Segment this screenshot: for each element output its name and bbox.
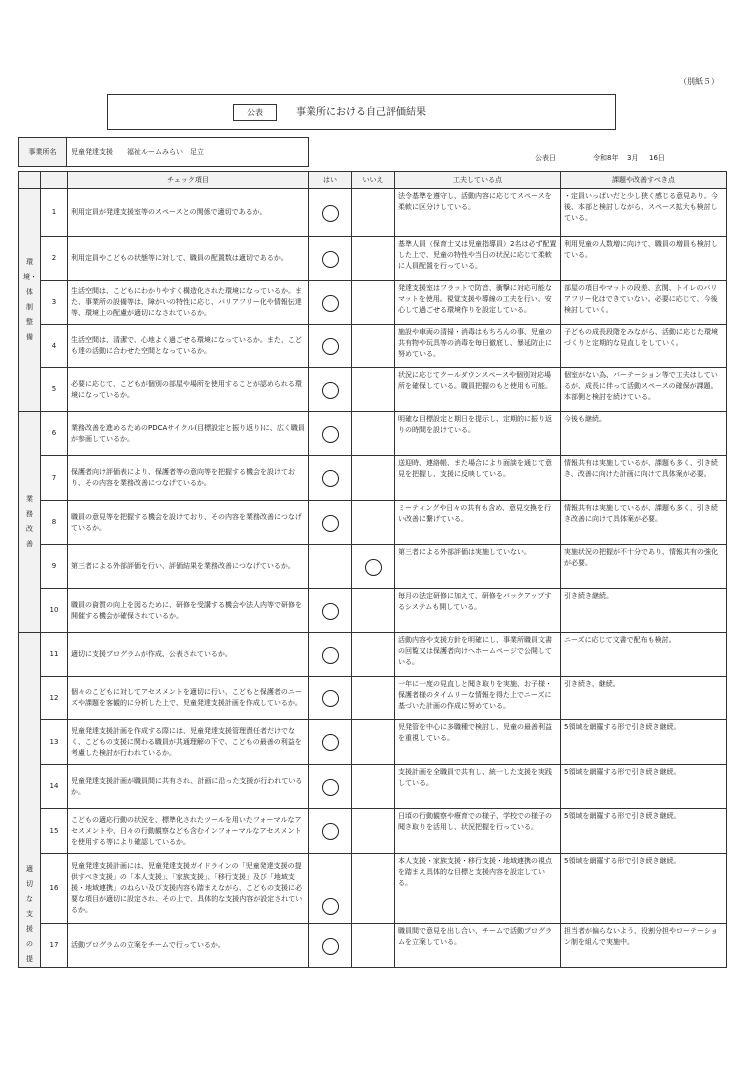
no-cell — [352, 412, 395, 456]
answer-circle-icon — [322, 823, 339, 840]
answer-circle-icon — [322, 515, 339, 532]
check-item-text: こどもの適応行動の状況を、標準化されたツールを用いたフォーマルなアセスメントや、日々の行動観察なども含むインフォーマルなアセスメントを使用する等により確認しているか。 — [68, 809, 309, 854]
issue-text: 担当者が偏らないよう、役割分担やローテーション制を組んで実施中。 — [561, 924, 727, 968]
table-row — [19, 325, 727, 368]
check-item-text: 児童発達支援計画を作成する際には、児童発達支援管理責任者だけでなく、こどもの支援に関わる職員が共通理解の下で、こどもの最善の利益を考慮した検討が行われているか。 — [68, 720, 309, 765]
yes-cell — [309, 589, 352, 633]
answer-circle-icon — [322, 470, 339, 487]
check-item-text: 必要に応じて、こどもが個別の部屋や場所を使用することが認められる環境になっているか。 — [68, 368, 309, 412]
table-row — [19, 809, 727, 854]
answer-circle-icon — [322, 295, 339, 312]
row-number: 16 — [41, 854, 68, 924]
header-issues: 課題や改善すべき点 — [561, 172, 727, 189]
yes-cell — [309, 189, 352, 237]
issue-text: 5領域を網羅する形で引き続き継続。 — [561, 720, 727, 765]
no-cell — [352, 589, 395, 633]
effort-text: 送迎時、連絡帳、また場合により面談を通じて意見を把握し、支援に反映している。 — [395, 456, 561, 501]
no-cell — [352, 501, 395, 545]
yes-cell — [309, 325, 352, 368]
check-item-text: 職員の資質の向上を図るために、研修を受講する機会や法人内等で研修を開催する機会が確保されているか。 — [68, 589, 309, 633]
check-item-text: 児童発達支援計画が職員間に共有され、計画に沿った支援が行われているか。 — [68, 765, 309, 809]
yes-cell — [309, 854, 352, 924]
yes-cell — [309, 281, 352, 325]
row-number: 2 — [41, 237, 68, 281]
table-row — [19, 854, 727, 924]
issue-text: 子どもの成長段階をみながら、活動に応じた環境づくりと定期的な見直しをしていく。 — [561, 325, 727, 368]
issue-text: 情報共有は実施しているが、課題も多く、引き続き改善に向けて具体案が必要。 — [561, 501, 727, 545]
effort-text: 活動内容や支援方針を明確にし、事業所職員文書の回覧又は保護者向けへホームページで公開している。 — [395, 633, 561, 677]
table-row — [19, 281, 727, 325]
row-number: 9 — [41, 545, 68, 589]
issue-text: 引き続き、継続。 — [561, 677, 727, 720]
no-cell — [352, 325, 395, 368]
issue-text: 部屋の項目やマットの段差、玄関、トイレのバリアフリー化はできていない。必要に応じて、今後検討していく。 — [561, 281, 727, 325]
answer-circle-icon — [322, 382, 339, 399]
table-row — [19, 633, 727, 677]
answer-circle-icon — [322, 205, 339, 222]
effort-text: 毎月の法定研修に加えて、研修をバックアップするシステムも開している。 — [395, 589, 561, 633]
issue-text: ・定員いっぱいだと少し狭く感じる意見あり。今後、本部と検討しながら、スペース拡大も検討している。 — [561, 189, 727, 237]
no-cell — [352, 189, 395, 237]
table-row — [19, 189, 727, 237]
publication-date — [535, 153, 665, 163]
yes-cell — [309, 237, 352, 281]
office-label: 事業所名 — [19, 138, 67, 167]
row-number: 5 — [41, 368, 68, 412]
yes-cell — [309, 633, 352, 677]
row-number: 11 — [41, 633, 68, 677]
check-item-text: 活動プログラムの立案をチームで行っているか。 — [68, 924, 309, 968]
table-row — [19, 677, 727, 720]
no-cell — [352, 545, 395, 589]
yes-cell — [309, 545, 352, 589]
issue-text: 5領域を網羅する形で引き続き継続。 — [561, 809, 727, 854]
issue-text: ニーズに応じて文書で配布も検討。 — [561, 633, 727, 677]
issue-text: 実施状況の把握が不十分であり、情報共有の強化が必要。 — [561, 545, 727, 589]
category-cell: 業務改善 — [19, 412, 41, 633]
check-item-text: 生活空間は、こどもにわかりやすく構造化された環境になっているか。また、事業所の設備等は、障がいの特性に応じ、バリアフリー化や情報伝達等、環境上の配慮が適切になされているか。 — [68, 281, 309, 325]
category-cell: 適切な支援の提 — [19, 633, 41, 968]
answer-circle-icon — [322, 647, 339, 664]
row-number: 15 — [41, 809, 68, 854]
effort-text: ミーティングや日々の共有も含め、意見交換を行い改善に繋げている。 — [395, 501, 561, 545]
answer-circle-icon — [322, 690, 339, 707]
answer-circle-icon — [322, 251, 339, 268]
table-row — [19, 412, 727, 456]
row-number: 12 — [41, 677, 68, 720]
header-category — [19, 172, 41, 189]
answer-circle-icon — [322, 338, 339, 355]
no-cell — [352, 765, 395, 809]
row-number: 10 — [41, 589, 68, 633]
effort-text: 明確な目標設定と期日を提示し、定期的に振り返りの時間を設けている。 — [395, 412, 561, 456]
yes-cell — [309, 501, 352, 545]
annex-label: （別紙５） — [679, 77, 719, 86]
row-number: 14 — [41, 765, 68, 809]
answer-circle-icon — [322, 426, 339, 443]
check-item-text: 個々のこどもに対してアセスメントを適切に行い、こどもと保護者のニーズや課題を客観的に分析した上で、児童発達支援計画を作成しているか。 — [68, 677, 309, 720]
header-check-item: チェック項目 — [68, 172, 309, 189]
date-label: 公表日 — [535, 154, 556, 162]
issue-text: 5領域を網羅する形で引き続き継続。 — [561, 854, 727, 924]
issue-text: 今後も継続。 — [561, 412, 727, 456]
answer-circle-icon — [322, 603, 339, 620]
no-cell — [352, 809, 395, 854]
table-row — [19, 237, 727, 281]
row-number: 17 — [41, 924, 68, 968]
no-cell — [352, 854, 395, 924]
header-number — [41, 172, 68, 189]
date-month: 3月 — [627, 154, 639, 162]
no-cell — [352, 237, 395, 281]
effort-text: 基準人員（保育士又は児童指導員）2名は必ず配置した上で、児童の特性や当日の状況に応じて柔軟に人員配置を行っている。 — [395, 237, 561, 281]
check-item-text: 適切に支援プログラムが作成、公表されているか。 — [68, 633, 309, 677]
check-item-text: 業務改善を進めるためのPDCAサイクル(目標設定と振り返り)に、広く職員が参画しているか。 — [68, 412, 309, 456]
category-cell: 環境・体制整備 — [19, 189, 41, 412]
row-number: 3 — [41, 281, 68, 325]
effort-text: 法令基準を遵守し、活動内容に応じてスペースを柔軟に区分けしている。 — [395, 189, 561, 237]
yes-cell — [309, 809, 352, 854]
check-item-text: 利用定員やこどもの状態等に対して、職員の配置数は適切であるか。 — [68, 237, 309, 281]
no-cell — [352, 633, 395, 677]
check-item-text: 生活空間は、清潔で、心地よく過ごせる環境になっているか。また、こども達の活動に合わせた空間となっているか。 — [68, 325, 309, 368]
issue-text: 利用児童の人数増に向けて、職員の増員も検討している。 — [561, 237, 727, 281]
table-body — [19, 189, 727, 968]
effort-text: 施設や車両の清掃・消毒はもちろんの事、児童の共有物や玩具等の消毒を毎日徹底し、暴延防止に努めている。 — [395, 325, 561, 368]
answer-circle-icon — [322, 734, 339, 751]
effort-text: 職員間で意見を出し合い、チームで活動プログラムを立案している。 — [395, 924, 561, 968]
no-cell — [352, 456, 395, 501]
check-item-text: 保護者向け評価表により、保護者等の意向等を把握する機会を設けており、その内容を業務改善につなげているか。 — [68, 456, 309, 501]
yes-cell — [309, 412, 352, 456]
table-row — [19, 765, 727, 809]
yes-cell — [309, 677, 352, 720]
table-header-row — [19, 172, 727, 189]
issue-text: 引き続き継続。 — [561, 589, 727, 633]
no-cell — [352, 368, 395, 412]
table-row — [19, 545, 727, 589]
table-row — [19, 720, 727, 765]
yes-cell — [309, 368, 352, 412]
table-row — [19, 589, 727, 633]
table-row — [19, 456, 727, 501]
row-number: 7 — [41, 456, 68, 501]
answer-circle-icon — [322, 898, 339, 915]
page-title: 事業所における自己評価結果 — [296, 107, 426, 118]
answer-circle-icon — [322, 779, 339, 796]
yes-cell — [309, 720, 352, 765]
header-effort: 工夫している点 — [395, 172, 561, 189]
check-item-text: 児童発達支援計画には、児童発達支援ガイドラインの「児童発達支援の提供すべき支援」の「本人支援」、「家族支援」、「移行支援」及び「地域支援・地域連携」のねらい及び支援内容も踏まえながら、こどもの支援に必要な項目が適切に設定され、その上で、具体的な支援内容が設定されているか。 — [68, 854, 309, 924]
no-cell — [352, 924, 395, 968]
effort-text: 状況に応じてクールダウンスペースや個別対応場所を確保している。職員把握のもと使用も可能。 — [395, 368, 561, 412]
check-item-text: 利用定員が発達支援室等のスペースとの関係で適切であるか。 — [68, 189, 309, 237]
row-number: 8 — [41, 501, 68, 545]
yes-cell — [309, 456, 352, 501]
table-row — [19, 368, 727, 412]
issue-text: 情報共有は実施しているが、課題も多く、引き続き、改善に向けた計画に向けて具体案が必要。 — [561, 456, 727, 501]
no-cell — [352, 720, 395, 765]
effort-text: 児発管を中心に多職種で検討し、児童の最善利益を重視している。 — [395, 720, 561, 765]
effort-text: 発達支援室はフラットで防音、衝撃に対応可能なマットを使用。視覚支援や導線の工夫を行い、安心して過ごせる環境作りを設定している。 — [395, 281, 561, 325]
check-item-text: 職員の意見等を把握する機会を設けており、その内容を業務改善につなげているか。 — [68, 501, 309, 545]
no-cell — [352, 677, 395, 720]
check-item-text: 第三者による外部評価を行い、評価結果を業務改善につなげているか。 — [68, 545, 309, 589]
date-day: 16日 — [649, 154, 665, 162]
office-name: 児童発達支援 福祉ルームみらい 足立 — [67, 138, 309, 167]
effort-text: 日頃の行動観察や療育での様子、学校での様子の聞き取りを活用し、状況把握を行っている。 — [395, 809, 561, 854]
header-no: いいえ — [352, 172, 395, 189]
issue-text: 5領域を網羅する形で引き続き継続。 — [561, 765, 727, 809]
self-evaluation-table — [18, 171, 727, 968]
effort-text: 第三者による外部評価は実施していない。 — [395, 545, 561, 589]
row-number: 13 — [41, 720, 68, 765]
no-cell — [352, 281, 395, 325]
issue-text: 個室がない為、パーテーション等で工夫はしているが、成長に伴って活動スペースの確保が課題。本部側と検討を続けている。 — [561, 368, 727, 412]
header-yes: はい — [309, 172, 352, 189]
title-box — [107, 94, 616, 130]
effort-text: 一年に一度の見直しと聞き取りを実施、お子様・保護者様のタイムリーな情報を得た上でニーズに基づいた計画の作成に努めている。 — [395, 677, 561, 720]
answer-circle-icon — [322, 938, 339, 955]
row-number: 1 — [41, 189, 68, 237]
public-label: 公表 — [233, 104, 277, 121]
date-year: 令和8年 — [593, 154, 619, 162]
row-number: 4 — [41, 325, 68, 368]
effort-text: 支援計画を全職員で共有し、統一した支援を実践している。 — [395, 765, 561, 809]
yes-cell — [309, 765, 352, 809]
office-table — [18, 137, 309, 167]
effort-text: 本人支援・家族支援・移行支援・地域連携の視点を踏まえ具体的な目標と支援内容を設定している。 — [395, 854, 561, 924]
row-number: 6 — [41, 412, 68, 456]
table-row — [19, 924, 727, 968]
answer-circle-icon — [365, 559, 382, 576]
table-row — [19, 501, 727, 545]
yes-cell — [309, 924, 352, 968]
